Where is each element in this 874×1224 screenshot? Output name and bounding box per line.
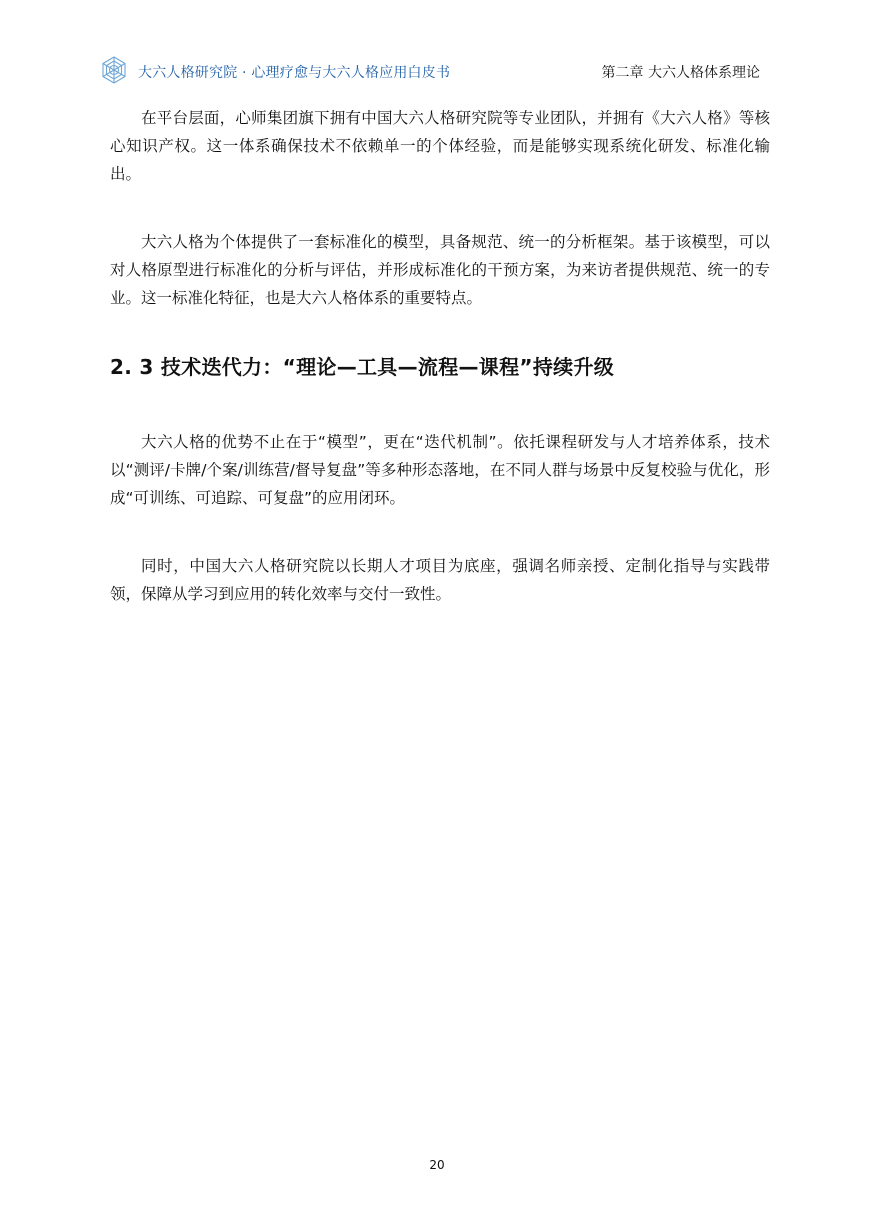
page-header — [100, 56, 764, 86]
paragraph-standardization: 大六人格为个体提供了一套标准化的模型，具备规范、统一的分析框架。基于该模型，可以对人格原型进行标准化的分析与评估，并形成标准化的干预方案，为来访者提供规范、统一的专业。这一标准化特征，也是大六人格体系的重要特点。 — [110, 233, 770, 307]
page-content — [110, 104, 770, 648]
paragraph-talent-program: 同时，中国大六人格研究院以长期人才项目为底座，强调名师亲授、定制化指导与实践带领，保障从学习到应用的转化效率与交付一致性。 — [110, 557, 770, 603]
header-chapter-title: 第二章 大六人格体系理论 — [601, 65, 760, 81]
section-heading: 2. 3 技术迭代力：“理论—工具—流程—课程”持续升级 — [110, 355, 615, 379]
paragraph-iteration: 大六人格的优势不止在于“模型”，更在“迭代机制”。依托课程研发与人才培养体系，技术以“测评/卡牌/个案/训练营/督导复盘”等多种形态落地，在不同人群与场景中反复校验与优化，形成“可训练、可追踪、可复盘”的应用闭环。 — [110, 433, 770, 507]
geometric-logo-icon — [100, 56, 128, 84]
paragraph-platform: 在平台层面，心师集团旗下拥有中国大六人格研究院等专业团队，并拥有《大六人格》等核心知识产权。这一体系确保技术不依赖单一的个体经验，而是能够实现系统化研发、标准化输出。 — [110, 109, 770, 183]
header-document-title: 大六人格研究院 · 心理疗愈与大六人格应用白皮书 — [138, 65, 451, 81]
page-number: 20 — [429, 1158, 445, 1172]
